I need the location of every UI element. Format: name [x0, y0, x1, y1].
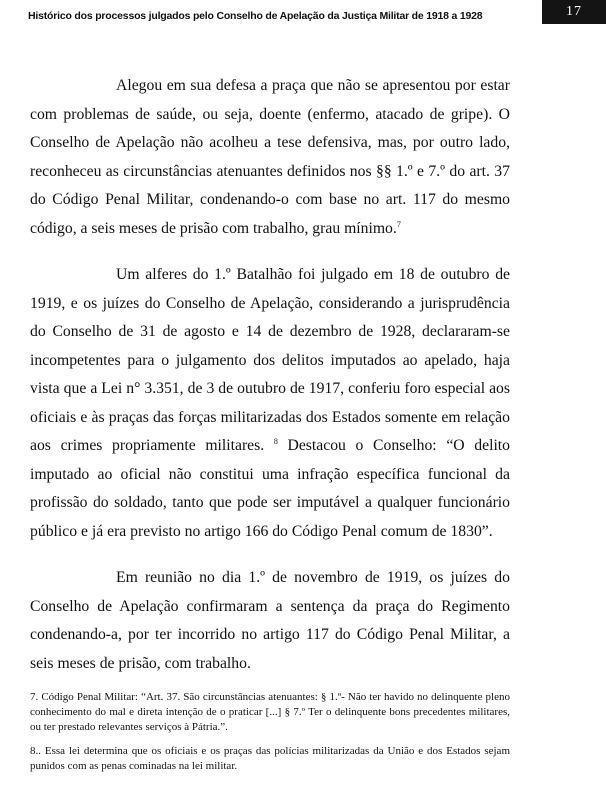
- paragraph: [30, 564, 510, 678]
- running-header: Histórico dos processos julgados pelo Conselho de Apelação da Justiça Militar de 1918 a 1928: [28, 10, 483, 22]
- page-number: 17: [542, 0, 606, 24]
- paragraph: [30, 261, 510, 546]
- paragraph-text: Em reunião no dia 1.º de novembro de 1919, os juízes do Conselho de Apelação confirmaram a sentença da praça do Regimento condenando-a, por ter incorrido no artigo 117 do Código Penal Militar, a seis meses de prisão, com trabalho.: [30, 569, 510, 672]
- footnotes: [30, 690, 510, 783]
- footnote: 7. Código Penal Militar: “Art. 37. São circunstâncias atenuantes: § 1.º- Não ter havido no delinquente pleno conhecimento do mal e direta intenção de o praticar [...] § 7.º Ter o delinquente bons precedentes militares, ou ter prestado relevantes serviços à Pátria.”.: [30, 691, 510, 733]
- paragraph-text-continued: Destacou o Conselho: “O delito imputado ao oficial não constitui uma infração específica funcional da profissão do soldado, tanto que pode ser imputável a qualquer funcionário público e já era previsto no artigo 166 do Código Penal comum de 1830”.: [30, 437, 511, 540]
- paragraph-text: Um alferes do 1.º Batalhão foi julgado em 18 de outubro de 1919, e os juízes do Conselho de Apelação, considerando a jurisprudência do Conselho de 31 de agosto e 14 de dezembro de 1928, declararam-se incompetentes para o julgamento dos delitos imputados ao apelado, haja vista que a Lei n° 3.351, de 3 de outubro de 1917, conferiu foro especial aos oficiais e às praças das forças militarizadas dos Estados somente em relação aos crimes propriamente militares.: [30, 266, 510, 454]
- footnote-reference[interactable]: 8: [273, 436, 278, 446]
- paragraph-text: Alegou em sua defesa a praça que não se apresentou por estar com problemas de saúde, ou seja, doente (enfermo, atacado de gripe). O Conselho de Apelação não acolheu a tese defensiva, mas, por outro lado, reconheceu as circunstâncias atenuantes definidos nos §§ 1.º e 7.º do art. 37 do Código Penal Militar, condenando-o com base no art. 117 do mesmo código, a seis meses de prisão com trabalho, grau mínimo.: [30, 77, 510, 237]
- paragraph: [30, 72, 510, 243]
- footnote-reference[interactable]: 7: [396, 219, 401, 229]
- footnote: 8.. Essa lei determina que os oficiais e os praças das polícias militarizadas da União e dos Estados sejam punidos com as penas cominadas na lei militar.: [30, 745, 510, 772]
- body-text: [30, 72, 510, 696]
